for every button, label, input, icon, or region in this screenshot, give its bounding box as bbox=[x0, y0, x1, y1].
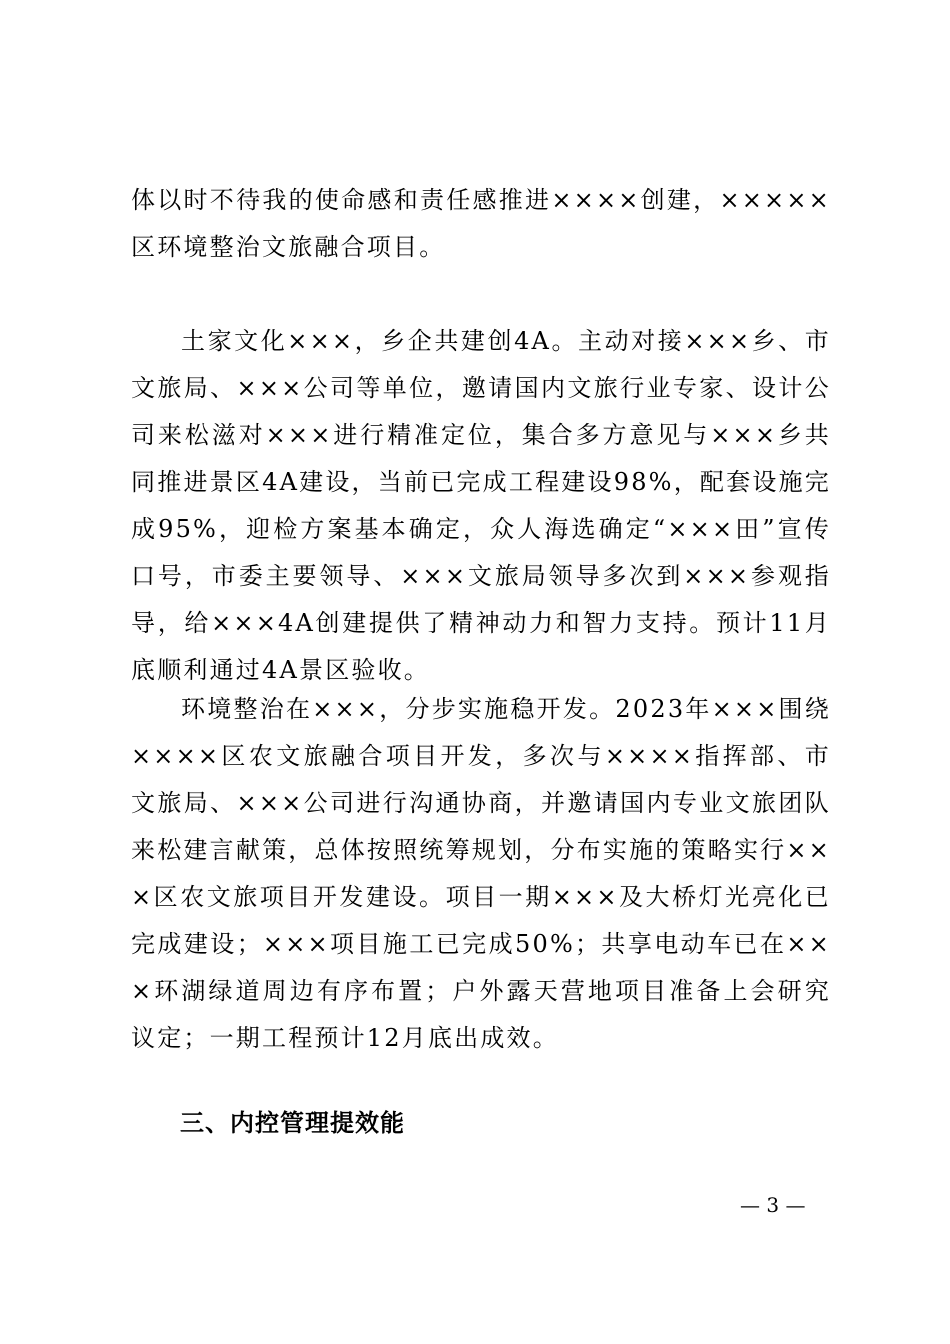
paragraph-continuation: 体以时不待我的使命感和责任感推进××××创建，×××××区环境整治文旅融合项目。 bbox=[131, 186, 831, 261]
section-heading: 三、内控管理提效能 bbox=[180, 1109, 405, 1137]
page-number: — 3 — bbox=[740, 1193, 806, 1217]
paragraph-environment-rectification: 环境整治在×××，分步实施稳开发。2023年×××围绕××××区农文旅融合项目开发，多次与××××指挥部、市文旅局、×××公司进行沟通协商，并邀请国内专业文旅团队来松建言献策，总体按照统筹规划，分布实施的策略实行×××区农文旅项目开发建设。项目一期×××及大桥灯光亮化已完成建设；×××项目施工已完成50%；共享电动车已在×××环湖绿道周边有序布置；户外露天营地项目准备上会研究议定；一期工程预计12月底出成效。 bbox=[131, 695, 831, 1052]
paragraph-tujia-culture: 土家文化×××，乡企共建创4A。主动对接×××乡、市文旅局、×××公司等单位，邀请国内文旅行业专家、设计公司来松滋对×××进行精准定位，集合多方意见与×××乡共同推进景区4A建设，当前已完成工程建设98%，配套设施完成95%，迎检方案基本确定，众人海选确定“×××田”宣传口号，市委主要领导、×××文旅局领导多次到×××参观指导，给×××4A创建提供了精神动力和智力支持。预计11月底顺利通过4A景区验收。 bbox=[131, 327, 831, 684]
